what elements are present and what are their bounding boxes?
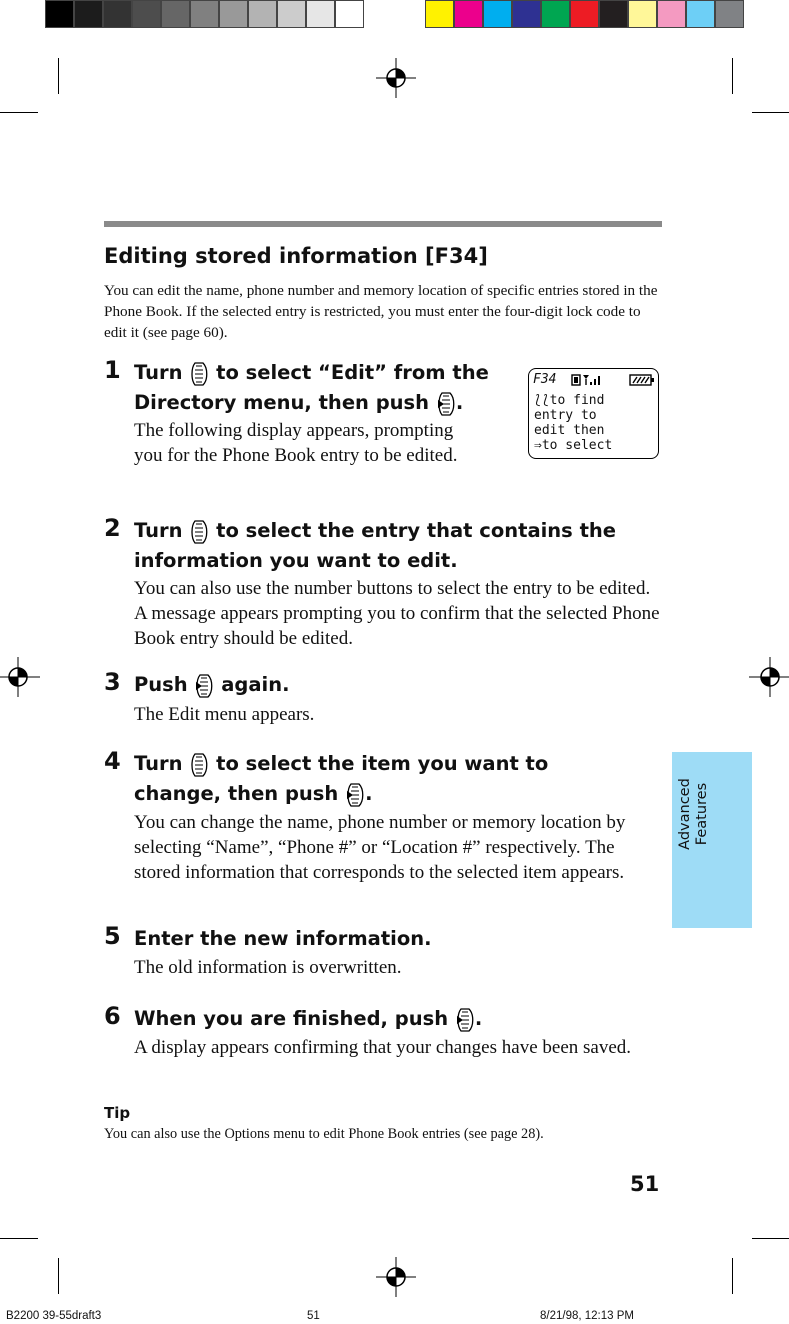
gray-swatch bbox=[190, 0, 219, 28]
crop-mark bbox=[0, 112, 38, 113]
display-line-1: ⟅⟅to find bbox=[534, 393, 605, 408]
gray-swatch bbox=[277, 0, 306, 28]
step-2-body: You can also use the number buttons to select the entry to be edited. A message appears prompting you to confirm that the selected Phone Book entry should be edited. bbox=[134, 578, 660, 649]
gray-swatch bbox=[248, 0, 277, 28]
crop-mark bbox=[0, 1238, 38, 1239]
gray-swatch bbox=[306, 0, 335, 28]
step-2-heading: Turn to select the entry that contains the information you want to edit. bbox=[134, 519, 617, 572]
gray-swatch bbox=[219, 0, 248, 28]
footer-file-name: B2200 39-55draft3 bbox=[6, 1310, 102, 1322]
step-6-number: 6 bbox=[104, 1002, 121, 1030]
crop-mark bbox=[58, 1258, 59, 1294]
side-tab-line-2: Features bbox=[694, 782, 710, 846]
display-code: F34 bbox=[533, 372, 557, 387]
gray-swatch bbox=[45, 0, 74, 28]
signal-strength-icon bbox=[571, 373, 607, 387]
step-4-body: You can change the name, phone number or memory location by selecting “Name”, “Phone #” or “Location #” respectively. The stored information that corresponds to the selected item appears. bbox=[134, 812, 626, 883]
jog-dial-push-icon bbox=[455, 1008, 475, 1032]
color-swatch bbox=[657, 0, 686, 28]
color-swatch bbox=[628, 0, 657, 28]
phone-display bbox=[528, 368, 659, 459]
page-number: 51 bbox=[630, 1172, 660, 1196]
step-1-number: 1 bbox=[104, 356, 121, 384]
registration-target-icon bbox=[0, 657, 40, 697]
gray-swatch bbox=[132, 0, 161, 28]
registration-target-icon bbox=[749, 657, 789, 697]
step-3-body: The Edit menu appears. bbox=[134, 704, 315, 725]
tip-text: You can also use the Options menu to edit Phone Book entries (see page 28). bbox=[104, 1126, 544, 1142]
gray-swatch bbox=[103, 0, 132, 28]
gray-swatch bbox=[161, 0, 190, 28]
jog-dial-icon bbox=[189, 520, 209, 544]
jog-dial-push-icon bbox=[194, 674, 214, 698]
section-intro: You can edit the name, phone number and memory location of specific entries stored in the Phone Book. If the selected entry is restricted, you must enter the four-digit lock code to edit it (see page 60). bbox=[104, 282, 658, 341]
display-line-4: ⇒to select bbox=[534, 438, 613, 453]
section-rule bbox=[104, 221, 662, 227]
color-swatch bbox=[599, 0, 628, 28]
section-side-tab bbox=[672, 752, 752, 928]
gray-swatch bbox=[335, 0, 364, 28]
color-swatch bbox=[425, 0, 454, 28]
section-title: Editing stored information [F34] bbox=[104, 244, 488, 268]
footer-timestamp: 8/21/98, 12:13 PM bbox=[540, 1310, 634, 1322]
gray-swatch bbox=[74, 0, 103, 28]
push-arrow-icon: ⇒ bbox=[534, 438, 542, 453]
step-6-heading: When you are finished, push . bbox=[134, 1007, 483, 1030]
jog-dial-icon bbox=[189, 753, 209, 777]
jog-turn-icon: ⟅⟅ bbox=[534, 393, 550, 408]
jog-dial-push-icon bbox=[436, 392, 456, 416]
tip-heading: Tip bbox=[104, 1104, 131, 1122]
side-tab-line-1: Advanced bbox=[677, 778, 693, 850]
color-swatch bbox=[483, 0, 512, 28]
step-2-number: 2 bbox=[104, 514, 121, 542]
display-line-2: entry to bbox=[534, 408, 597, 423]
side-tab-text bbox=[677, 744, 711, 884]
jog-dial-icon bbox=[189, 362, 209, 386]
step-1-heading: Turn to select “Edit” from the Directory menu, then push . bbox=[134, 361, 489, 414]
crop-mark bbox=[752, 112, 789, 113]
registration-target-icon bbox=[376, 1257, 416, 1297]
step-4-number: 4 bbox=[104, 747, 121, 775]
crop-mark bbox=[58, 58, 59, 94]
crop-mark bbox=[752, 1238, 789, 1239]
step-1-body: The following display appears, prompting you for the Phone Book entry to be edited. bbox=[134, 420, 458, 466]
color-swatch bbox=[512, 0, 541, 28]
battery-icon bbox=[629, 374, 655, 386]
color-swatch bbox=[454, 0, 483, 28]
step-3-number: 3 bbox=[104, 668, 121, 696]
color-swatch bbox=[715, 0, 744, 28]
step-5-number: 5 bbox=[104, 922, 121, 950]
registration-target-icon bbox=[376, 58, 416, 98]
step-5-heading: Enter the new information. bbox=[134, 927, 432, 950]
step-3-heading: Push again. bbox=[134, 673, 290, 696]
display-line-3: edit then bbox=[534, 423, 605, 438]
footer-page: 51 bbox=[307, 1310, 320, 1322]
color-swatch bbox=[541, 0, 570, 28]
crop-mark bbox=[732, 58, 733, 94]
step-5-body: The old information is overwritten. bbox=[134, 957, 402, 978]
step-4-heading: Turn to select the item you want to change, then push . bbox=[134, 752, 549, 805]
step-6-body: A display appears confirming that your changes have been saved. bbox=[134, 1037, 632, 1058]
color-swatch bbox=[570, 0, 599, 28]
crop-mark bbox=[732, 1258, 733, 1294]
color-swatch bbox=[686, 0, 715, 28]
jog-dial-push-icon bbox=[345, 783, 365, 807]
